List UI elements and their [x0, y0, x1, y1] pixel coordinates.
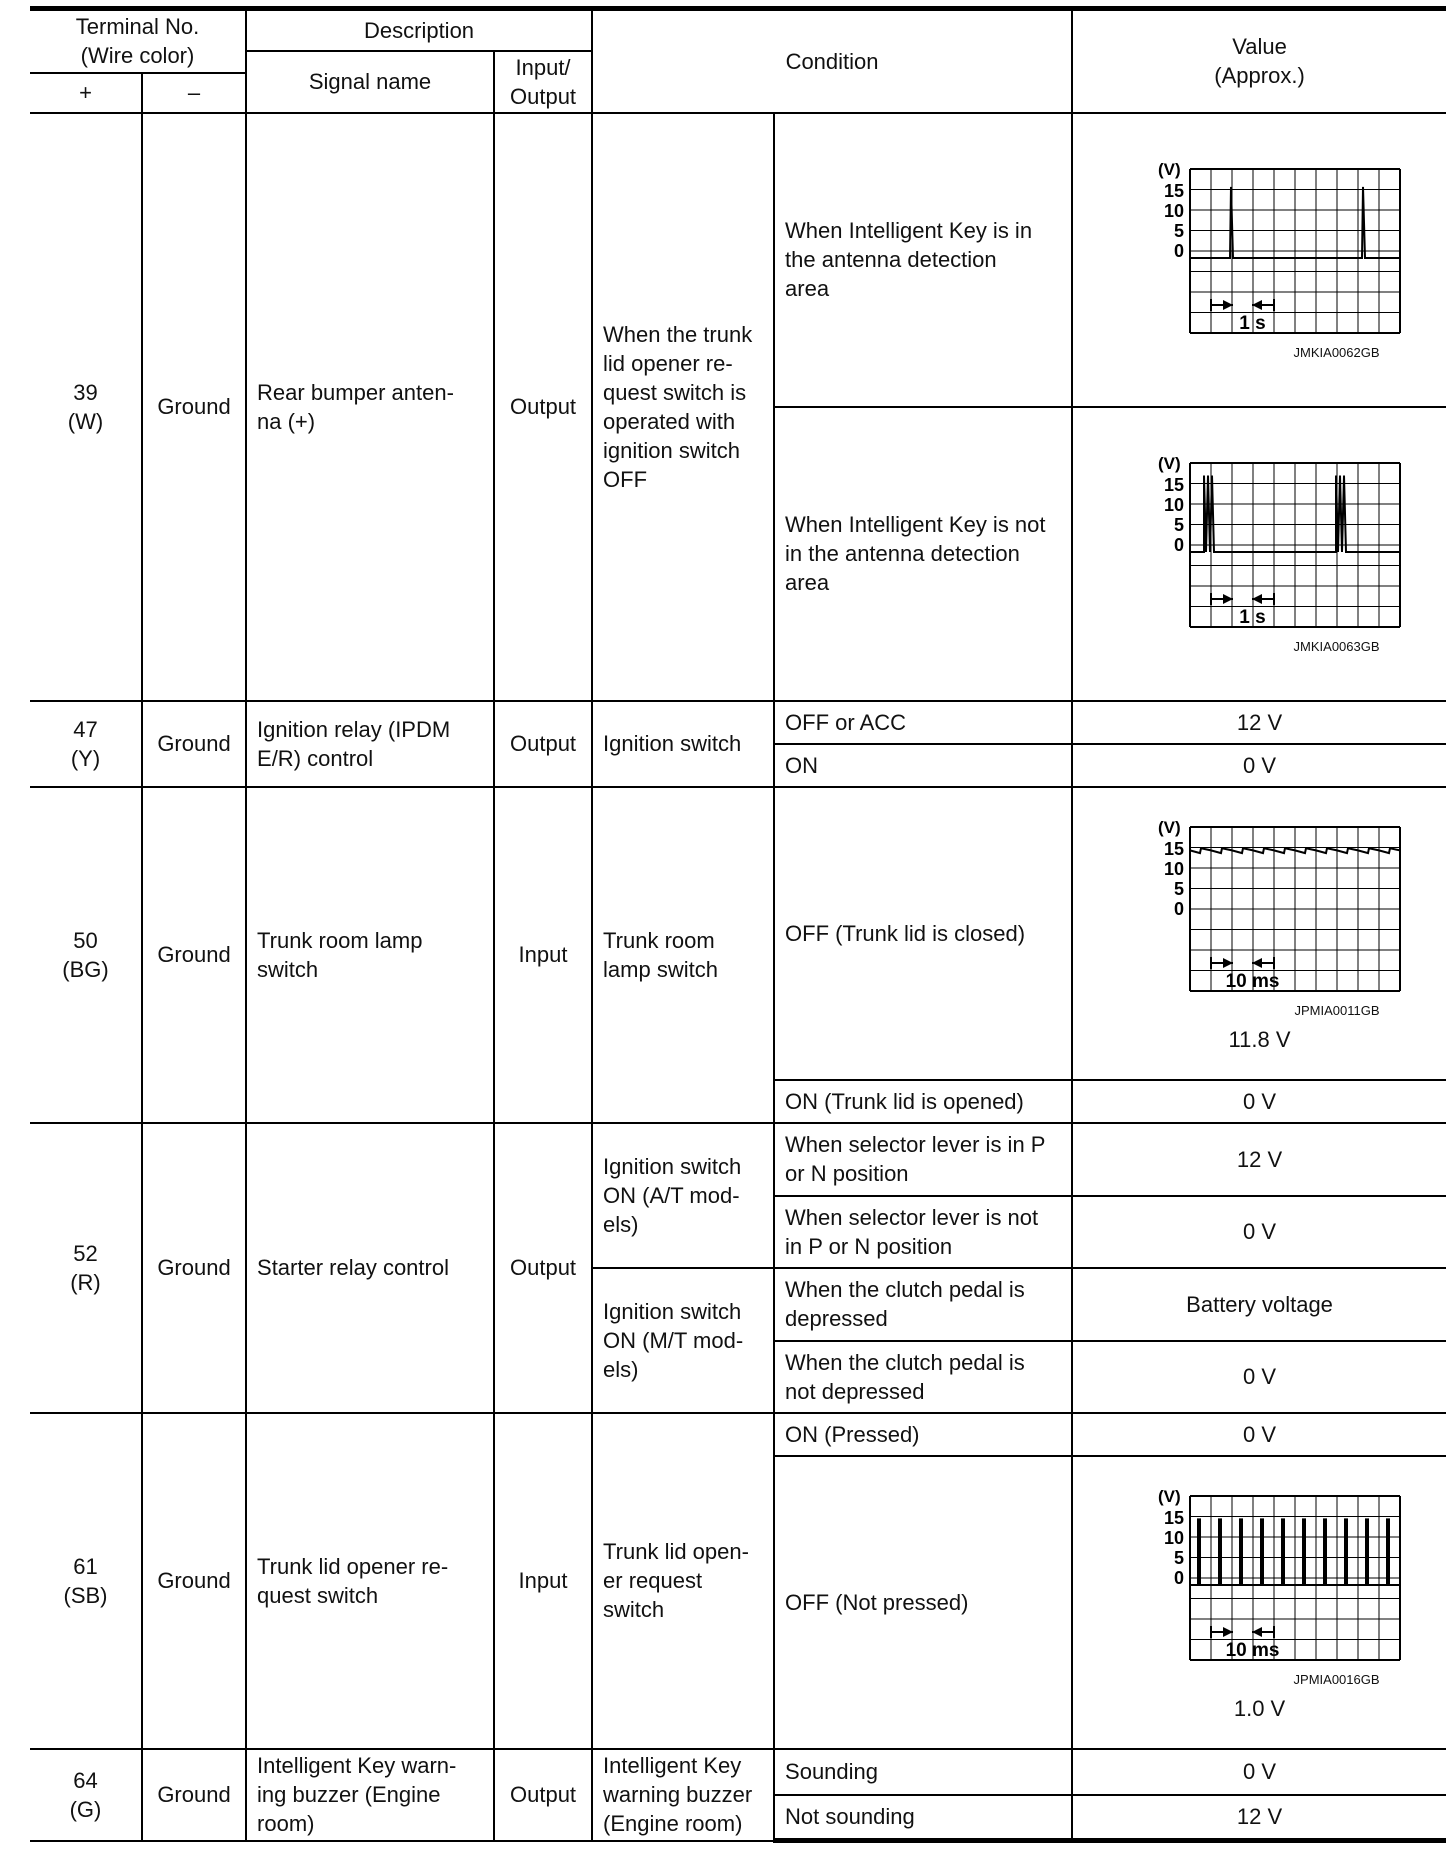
axis-tick-label: 5: [1173, 1547, 1184, 1568]
axis-tick-label: 15: [1163, 475, 1184, 495]
condition: Trunk room lamp switch: [592, 787, 774, 1123]
waveform-code: JPMIA0011GB: [1294, 1002, 1380, 1018]
input-output: Input: [494, 1413, 592, 1749]
table-row: [30, 1123, 1446, 1196]
minus-terminal: Ground: [142, 1749, 246, 1841]
time-scale-label: 1 s: [1238, 607, 1266, 628]
header-wire-color-label: (Wire color): [80, 43, 195, 69]
axis-tick-label: 0: [1173, 898, 1184, 919]
waveform-code: JMKIA0063GB: [1293, 639, 1380, 654]
sub-condition: ON: [774, 744, 1072, 787]
time-scale-label: 10 ms: [1225, 1639, 1279, 1661]
header-approx-label: (Approx.): [1214, 63, 1305, 89]
terminal-number: 39: [73, 379, 98, 405]
waveform-code: JPMIA0016GB: [1293, 1671, 1380, 1687]
input-output: Output: [494, 1123, 592, 1413]
value: 12 V: [1072, 701, 1446, 744]
wire-color: (W): [67, 408, 104, 434]
header-condition: Condition: [592, 9, 1072, 113]
signal-name: Ignition relay (IPDM E/R) control: [246, 701, 494, 787]
signal-name: Starter relay control: [246, 1123, 494, 1413]
waveform-chart: [1110, 813, 1410, 1003]
axis-tick-label: 0: [1173, 241, 1184, 261]
sub-condition: When the clutch pedal is not depressed: [774, 1341, 1072, 1413]
axis-unit-label: (V): [1157, 160, 1181, 179]
value: 12 V: [1072, 1795, 1446, 1841]
terminal-number: 47: [73, 716, 98, 742]
axis-tick-label: 15: [1163, 838, 1184, 859]
axis-tick-label: 10: [1163, 201, 1184, 221]
header-io-label-2: Output: [510, 83, 577, 109]
sub-condition: When selector lever is not in P or N position: [774, 1196, 1072, 1268]
header-value-label: Value: [1232, 34, 1287, 60]
table-row: [30, 701, 1446, 744]
terminal-number: 64: [73, 1767, 98, 1793]
condition: Ignition switch ON (A/T mod- els): [592, 1123, 774, 1268]
axis-tick-label: 15: [1163, 181, 1184, 201]
waveform-chart: [1110, 155, 1410, 345]
minus-terminal: Ground: [142, 113, 246, 701]
input-output: Output: [494, 701, 592, 787]
sub-condition: Sounding: [774, 1749, 1072, 1795]
axis-tick-label: 0: [1173, 535, 1184, 555]
header-input-output: [494, 51, 592, 113]
table-row: [30, 113, 1446, 407]
terminal-number: 50: [73, 927, 98, 953]
axis-unit-label: (V): [1157, 1486, 1181, 1506]
axis-tick-label: 15: [1163, 1507, 1184, 1528]
header-io-label-1: Input/: [515, 54, 571, 80]
condition: Ignition switch: [592, 701, 774, 787]
axis-unit-label: (V): [1157, 817, 1181, 837]
condition: Trunk lid open- er request switch: [592, 1413, 774, 1749]
axis-tick-label: 5: [1173, 515, 1184, 535]
sub-condition: OFF (Trunk lid is closed): [774, 787, 1072, 1080]
header-description: Description: [246, 9, 592, 51]
wire-color: (Y): [70, 745, 101, 771]
signal-name: Rear bumper anten- na (+): [246, 113, 494, 701]
header-minus: –: [142, 73, 246, 113]
time-scale-label: 10 ms: [1225, 970, 1279, 992]
signal-name: Trunk lid opener re- quest switch: [246, 1413, 494, 1749]
table-row: [30, 1413, 1446, 1456]
axis-tick-label: 10: [1163, 858, 1184, 879]
axis-tick-label: 10: [1163, 1527, 1184, 1548]
axis-unit-label: (V): [1157, 454, 1181, 473]
value: 12 V: [1072, 1123, 1446, 1196]
value: Battery voltage: [1072, 1268, 1446, 1341]
axis-tick-label: 5: [1173, 878, 1184, 899]
terminal-cell: [30, 701, 142, 787]
wire-color: (SB): [63, 1582, 108, 1608]
value: 0 V: [1072, 1341, 1446, 1413]
value: 11.8 V: [1228, 1026, 1291, 1052]
axis-tick-label: 10: [1163, 495, 1184, 515]
waveform-chart: [1110, 449, 1410, 639]
sub-condition: Not sounding: [774, 1795, 1072, 1841]
sub-condition: When the clutch pedal is depressed: [774, 1268, 1072, 1341]
sub-condition: ON (Pressed): [774, 1413, 1072, 1456]
terminal-cell: [30, 1749, 142, 1841]
table-row: [30, 1749, 1446, 1795]
value-waveform-cell: [1072, 1456, 1446, 1749]
wire-color: (R): [70, 1269, 101, 1295]
input-output: Input: [494, 787, 592, 1123]
time-scale-label: 1 s: [1238, 313, 1266, 334]
table-row: [30, 787, 1446, 1080]
terminal-cell: [30, 1413, 142, 1749]
value-waveform-cell: [1072, 787, 1446, 1080]
wire-color: (BG): [62, 956, 109, 982]
waveform-chart: [1110, 1482, 1410, 1672]
sub-condition: OFF or ACC: [774, 701, 1072, 744]
waveform-code: JMKIA0062GB: [1293, 345, 1380, 360]
value: 0 V: [1072, 744, 1446, 787]
sub-condition: ON (Trunk lid is opened): [774, 1080, 1072, 1123]
minus-terminal: Ground: [142, 1123, 246, 1413]
signal-name: Trunk room lamp switch: [246, 787, 494, 1123]
terminal-number: 52: [73, 1240, 98, 1266]
minus-terminal: Ground: [142, 1413, 246, 1749]
value-waveform-cell: [1072, 407, 1446, 701]
header-signal-name: Signal name: [246, 51, 494, 113]
condition: When the trunk lid opener re- quest switch is operated with ignition switch OFF: [592, 113, 774, 701]
axis-tick-label: 0: [1173, 1567, 1184, 1588]
value: 0 V: [1072, 1196, 1446, 1268]
terminal-number: 61: [73, 1553, 98, 1579]
wire-color: (G): [69, 1796, 102, 1822]
minus-terminal: Ground: [142, 701, 246, 787]
sub-condition: When Intelligent Key is in the antenna detection area: [774, 113, 1072, 407]
input-output: Output: [494, 113, 592, 701]
terminal-cell: [30, 787, 142, 1123]
value: 0 V: [1072, 1749, 1446, 1795]
value-waveform-cell: [1072, 113, 1446, 407]
input-output: Output: [494, 1749, 592, 1841]
terminal-cell: [30, 1123, 142, 1413]
value: 0 V: [1072, 1080, 1446, 1123]
minus-terminal: Ground: [142, 787, 246, 1123]
terminal-cell: [30, 113, 142, 701]
header-value: [1072, 9, 1446, 113]
condition: Intelligent Key warning buzzer (Engine room): [592, 1749, 774, 1841]
sub-condition: When Intelligent Key is not in the antenna detection area: [774, 407, 1072, 701]
header-terminal-no: [30, 9, 246, 73]
terminal-spec-table: [30, 6, 1446, 1843]
header-terminal-no-label: Terminal No.: [75, 14, 200, 40]
header-plus: +: [30, 73, 142, 113]
signal-name: Intelligent Key warn- ing buzzer (Engine room): [246, 1749, 494, 1841]
axis-tick-label: 5: [1173, 221, 1184, 241]
sub-condition: When selector lever is in P or N position: [774, 1123, 1072, 1196]
value: 0 V: [1072, 1413, 1446, 1456]
value: 1.0 V: [1233, 1695, 1286, 1721]
condition: Ignition switch ON (M/T mod- els): [592, 1268, 774, 1413]
sub-condition: OFF (Not pressed): [774, 1456, 1072, 1749]
